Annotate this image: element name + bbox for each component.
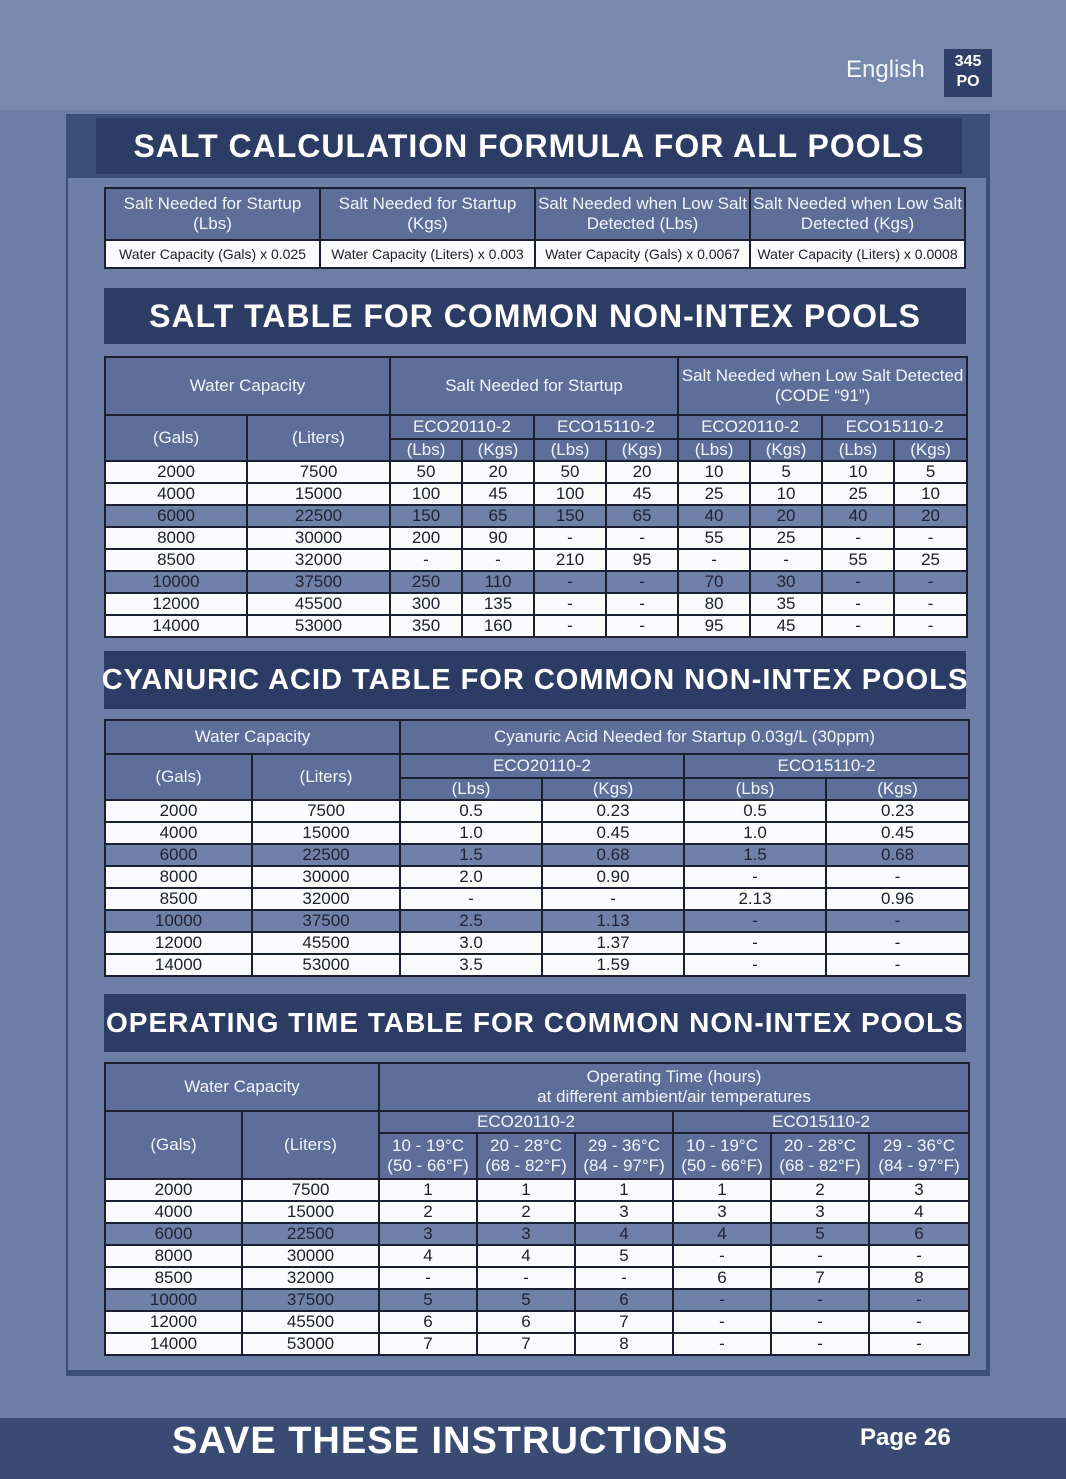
table-cell: 100 <box>534 483 606 505</box>
table-cell: 14000 <box>105 1333 242 1355</box>
table-cell: 4 <box>869 1201 969 1223</box>
table-cell: 4 <box>477 1245 575 1267</box>
model-header: ECO15110-2 <box>673 1111 969 1133</box>
table-row <box>105 932 969 954</box>
table-row <box>105 483 967 505</box>
table-cell: 10000 <box>105 1289 242 1311</box>
table-cell: - <box>869 1311 969 1333</box>
operating-time-table-body <box>105 1179 969 1355</box>
formula-header: Salt Needed when Low Salt Detected (Kgs) <box>750 188 965 240</box>
table-cell: 300 <box>390 593 462 615</box>
temp-celsius: 20 - 28°C <box>784 1136 857 1155</box>
temp-range-header <box>477 1133 575 1179</box>
table-cell: 32000 <box>247 549 390 571</box>
table-cell: 2000 <box>105 800 252 822</box>
table-cell: 22500 <box>247 505 390 527</box>
table-cell: 5 <box>575 1245 673 1267</box>
table-cell: - <box>750 549 822 571</box>
unit-header: (Kgs) <box>606 439 678 461</box>
table-cell: 2 <box>477 1201 575 1223</box>
table-row <box>105 505 967 527</box>
table-row <box>105 1223 969 1245</box>
table-cell: 5 <box>750 461 822 483</box>
table-cell: 8 <box>575 1333 673 1355</box>
gals-header: (Gals) <box>105 754 252 800</box>
table-cell: 7 <box>379 1333 477 1355</box>
salt-table-body <box>105 461 967 637</box>
table-row <box>105 888 969 910</box>
table-cell: - <box>400 888 542 910</box>
model-header: ECO15110-2 <box>534 415 678 439</box>
temp-celsius: 29 - 36°C <box>883 1136 956 1155</box>
temp-celsius: 10 - 19°C <box>392 1136 465 1155</box>
table-cell: 7500 <box>252 800 400 822</box>
table-row <box>105 593 967 615</box>
table-cell: 8 <box>869 1267 969 1289</box>
table-cell: 50 <box>534 461 606 483</box>
table-cell: 2.0 <box>400 866 542 888</box>
table-row <box>105 844 969 866</box>
formula-cell: Water Capacity (Gals) x 0.0067 <box>535 240 750 268</box>
table-cell: 5 <box>379 1289 477 1311</box>
table-cell: 53000 <box>242 1333 379 1355</box>
table-cell: 20 <box>894 505 967 527</box>
table-cell: 30000 <box>247 527 390 549</box>
table-cell: 1 <box>379 1179 477 1201</box>
liters-header: (Liters) <box>252 754 400 800</box>
operating-time-header <box>379 1063 969 1111</box>
model-code-badge <box>944 49 992 97</box>
table-cell: - <box>534 615 606 637</box>
table-cell: - <box>606 571 678 593</box>
table-cell: - <box>826 910 969 932</box>
table-cell: 0.45 <box>826 822 969 844</box>
formula-cell: Water Capacity (Liters) x 0.0008 <box>750 240 965 268</box>
model-header: ECO20110-2 <box>400 754 684 778</box>
table-cell: 10 <box>822 461 894 483</box>
table-cell: 45500 <box>252 932 400 954</box>
table-cell: - <box>822 571 894 593</box>
table-cell: 1 <box>575 1179 673 1201</box>
table-cell: 7 <box>575 1311 673 1333</box>
table-cell: 2 <box>771 1179 869 1201</box>
table-cell: 2.5 <box>400 910 542 932</box>
table-cell: - <box>869 1333 969 1355</box>
table-cell: - <box>673 1245 771 1267</box>
temp-range-header <box>379 1133 477 1179</box>
table-row <box>105 910 969 932</box>
table-cell: 30 <box>750 571 822 593</box>
table-cell: 6 <box>477 1311 575 1333</box>
unit-header: (Lbs) <box>684 778 826 800</box>
table-cell: 1.13 <box>542 910 684 932</box>
table-cell: 160 <box>462 615 534 637</box>
table-cell: 45500 <box>242 1311 379 1333</box>
unit-header: (Lbs) <box>390 439 462 461</box>
table-cell: 40 <box>678 505 750 527</box>
operating-time-table <box>104 1062 970 1356</box>
unit-header: (Kgs) <box>542 778 684 800</box>
table-cell: 350 <box>390 615 462 637</box>
table-cell: 6000 <box>105 844 252 866</box>
table-cell: 3 <box>575 1201 673 1223</box>
table-cell: - <box>894 527 967 549</box>
liters-header: (Liters) <box>242 1111 379 1179</box>
table-cell: 65 <box>606 505 678 527</box>
table-row <box>105 1201 969 1223</box>
table-cell: 25 <box>822 483 894 505</box>
table-cell: 0.5 <box>400 800 542 822</box>
table-cell: 100 <box>390 483 462 505</box>
temp-fahrenheit: (68 - 82°F) <box>485 1156 567 1175</box>
table-cell: 0.23 <box>826 800 969 822</box>
table-cell: 10 <box>678 461 750 483</box>
table-cell: - <box>822 527 894 549</box>
table-row <box>105 615 967 637</box>
table-cell: 1.0 <box>684 822 826 844</box>
model-header: ECO20110-2 <box>390 415 534 439</box>
table-cell: 8000 <box>105 866 252 888</box>
table-cell: - <box>673 1333 771 1355</box>
unit-header: (Kgs) <box>462 439 534 461</box>
table-cell: 12000 <box>105 932 252 954</box>
table-cell: 1.5 <box>400 844 542 866</box>
table-cell: - <box>684 954 826 976</box>
table-cell: 10 <box>894 483 967 505</box>
temp-fahrenheit: (50 - 66°F) <box>681 1156 763 1175</box>
table-row <box>105 1267 969 1289</box>
formula-header: Salt Needed for Startup (Kgs) <box>320 188 535 240</box>
cyanuric-table-title: CYANURIC ACID TABLE FOR COMMON NON-INTEX POOLS <box>104 651 966 709</box>
top-bar <box>0 0 1066 110</box>
formula-header: Salt Needed for Startup (Lbs) <box>105 188 320 240</box>
table-cell: 35 <box>750 593 822 615</box>
table-cell: 14000 <box>105 615 247 637</box>
table-cell: 0.96 <box>826 888 969 910</box>
table-cell: 6 <box>379 1311 477 1333</box>
table-cell: - <box>684 910 826 932</box>
table-cell: 15000 <box>242 1201 379 1223</box>
table-row <box>105 1289 969 1311</box>
model-header: ECO20110-2 <box>379 1111 673 1133</box>
temp-celsius: 29 - 36°C <box>588 1136 661 1155</box>
table-cell: 65 <box>462 505 534 527</box>
model-code-number: 345 <box>954 53 982 70</box>
table-cell: 4000 <box>105 483 247 505</box>
table-row <box>105 866 969 888</box>
cyanuric-needed-header: Cyanuric Acid Needed for Startup 0.03g/L (30ppm) <box>400 720 969 754</box>
table-cell: 45 <box>462 483 534 505</box>
table-row <box>105 1311 969 1333</box>
table-cell: 135 <box>462 593 534 615</box>
salt-formula-title: SALT CALCULATION FORMULA FOR ALL POOLS <box>96 118 962 174</box>
table-cell: 10000 <box>105 910 252 932</box>
table-cell: 0.90 <box>542 866 684 888</box>
table-cell: 8000 <box>105 1245 242 1267</box>
model-header: ECO15110-2 <box>684 754 969 778</box>
table-cell: - <box>462 549 534 571</box>
table-row <box>105 1179 969 1201</box>
cyanuric-table-body <box>105 800 969 976</box>
table-cell: - <box>379 1267 477 1289</box>
table-cell: 0.45 <box>542 822 684 844</box>
page-number: Page 26 <box>860 1424 951 1451</box>
table-cell: 200 <box>390 527 462 549</box>
salt-low-header: Salt Needed when Low Salt Detected (CODE “91”) <box>678 357 967 415</box>
table-cell: - <box>534 593 606 615</box>
table-cell: 12000 <box>105 593 247 615</box>
table-cell: - <box>894 615 967 637</box>
salt-table-title: SALT TABLE FOR COMMON NON-INTEX POOLS <box>104 288 966 344</box>
unit-header: (Lbs) <box>534 439 606 461</box>
cyanuric-table <box>104 719 970 977</box>
table-cell: 0.68 <box>542 844 684 866</box>
table-cell: - <box>684 866 826 888</box>
table-cell: 250 <box>390 571 462 593</box>
table-cell: 8500 <box>105 549 247 571</box>
unit-header: (Lbs) <box>822 439 894 461</box>
gals-header: (Gals) <box>105 1111 242 1179</box>
table-cell: 53000 <box>247 615 390 637</box>
table-cell: 3 <box>477 1223 575 1245</box>
table-cell: 0.23 <box>542 800 684 822</box>
temp-range-header <box>771 1133 869 1179</box>
table-cell: 2000 <box>105 461 247 483</box>
temp-range-header <box>869 1133 969 1179</box>
table-row <box>105 461 967 483</box>
table-cell: 3 <box>869 1179 969 1201</box>
table-cell: 95 <box>678 615 750 637</box>
table-cell: 20 <box>750 505 822 527</box>
unit-header: (Kgs) <box>826 778 969 800</box>
table-cell: 45 <box>606 483 678 505</box>
water-capacity-header: Water Capacity <box>105 357 390 415</box>
formula-cell: Water Capacity (Liters) x 0.003 <box>320 240 535 268</box>
table-cell: 1 <box>477 1179 575 1201</box>
table-cell: - <box>534 527 606 549</box>
table-cell: - <box>606 615 678 637</box>
table-cell: - <box>477 1267 575 1289</box>
table-cell: 90 <box>462 527 534 549</box>
table-cell: 4000 <box>105 822 252 844</box>
water-capacity-header: Water Capacity <box>105 720 400 754</box>
table-cell: 30000 <box>252 866 400 888</box>
table-cell: 6 <box>869 1223 969 1245</box>
table-cell: 150 <box>390 505 462 527</box>
table-cell: 6 <box>673 1267 771 1289</box>
table-cell: - <box>575 1267 673 1289</box>
table-cell: - <box>673 1311 771 1333</box>
table-cell: - <box>826 954 969 976</box>
table-cell: - <box>869 1289 969 1311</box>
table-cell: - <box>771 1311 869 1333</box>
table-cell: 25 <box>750 527 822 549</box>
table-cell: 210 <box>534 549 606 571</box>
table-cell: 5 <box>771 1223 869 1245</box>
table-cell: 6 <box>575 1289 673 1311</box>
salt-table <box>104 356 968 638</box>
temp-range-header <box>575 1133 673 1179</box>
table-cell: - <box>673 1289 771 1311</box>
table-cell: - <box>822 593 894 615</box>
table-cell: 7500 <box>247 461 390 483</box>
table-cell: - <box>894 571 967 593</box>
table-cell: 4 <box>379 1245 477 1267</box>
table-cell: 2000 <box>105 1179 242 1201</box>
table-cell: 95 <box>606 549 678 571</box>
table-cell: 8500 <box>105 888 252 910</box>
table-cell: 80 <box>678 593 750 615</box>
table-cell: 110 <box>462 571 534 593</box>
operating-time-header-line2: at different ambient/air temperatures <box>537 1087 811 1106</box>
unit-header: (Kgs) <box>894 439 967 461</box>
table-cell: 12000 <box>105 1311 242 1333</box>
table-cell: 37500 <box>247 571 390 593</box>
table-cell: 7500 <box>242 1179 379 1201</box>
table-cell: 0.68 <box>826 844 969 866</box>
table-cell: 7 <box>477 1333 575 1355</box>
table-cell: 40 <box>822 505 894 527</box>
table-cell: - <box>771 1245 869 1267</box>
table-cell: - <box>822 615 894 637</box>
temp-range-header <box>673 1133 771 1179</box>
table-cell: 53000 <box>252 954 400 976</box>
table-cell: 22500 <box>242 1223 379 1245</box>
table-row <box>105 1245 969 1267</box>
table-cell: 1.59 <box>542 954 684 976</box>
table-cell: 4 <box>575 1223 673 1245</box>
table-row <box>105 1333 969 1355</box>
table-cell: 5 <box>894 461 967 483</box>
operating-time-table-title: OPERATING TIME TABLE FOR COMMON NON-INTEX POOLS <box>104 994 966 1052</box>
table-cell: 55 <box>678 527 750 549</box>
table-row <box>105 954 969 976</box>
salt-startup-header: Salt Needed for Startup <box>390 357 678 415</box>
table-cell: 70 <box>678 571 750 593</box>
table-cell: 25 <box>894 549 967 571</box>
model-header: ECO15110-2 <box>822 415 967 439</box>
salt-formula-table <box>104 187 966 269</box>
table-cell: 3.0 <box>400 932 542 954</box>
temp-celsius: 10 - 19°C <box>686 1136 759 1155</box>
liters-header: (Liters) <box>247 415 390 461</box>
table-cell: 6000 <box>105 505 247 527</box>
table-cell: - <box>869 1245 969 1267</box>
table-cell: - <box>390 549 462 571</box>
table-cell: 8000 <box>105 527 247 549</box>
table-row <box>105 822 969 844</box>
table-cell: - <box>894 593 967 615</box>
table-cell: - <box>684 932 826 954</box>
table-cell: 2.13 <box>684 888 826 910</box>
table-cell: 3.5 <box>400 954 542 976</box>
table-cell: 15000 <box>247 483 390 505</box>
table-cell: - <box>542 888 684 910</box>
table-row <box>105 571 967 593</box>
temp-celsius: 20 - 28°C <box>490 1136 563 1155</box>
table-cell: 10000 <box>105 571 247 593</box>
table-cell: 8500 <box>105 1267 242 1289</box>
table-cell: 0.5 <box>684 800 826 822</box>
table-cell: 5 <box>477 1289 575 1311</box>
table-cell: 22500 <box>252 844 400 866</box>
table-cell: 32000 <box>252 888 400 910</box>
table-cell: 3 <box>379 1223 477 1245</box>
table-cell: 45 <box>750 615 822 637</box>
table-cell: 20 <box>606 461 678 483</box>
table-cell: - <box>771 1289 869 1311</box>
table-cell: 7 <box>771 1267 869 1289</box>
gals-header: (Gals) <box>105 415 247 461</box>
table-cell: 20 <box>462 461 534 483</box>
table-cell: 1.5 <box>684 844 826 866</box>
table-row <box>105 549 967 571</box>
table-cell: 150 <box>534 505 606 527</box>
table-cell: 3 <box>673 1201 771 1223</box>
water-capacity-header: Water Capacity <box>105 1063 379 1111</box>
footer-title: SAVE THESE INSTRUCTIONS <box>172 1420 729 1462</box>
table-cell: 32000 <box>242 1267 379 1289</box>
table-cell: 55 <box>822 549 894 571</box>
temp-fahrenheit: (84 - 97°F) <box>583 1156 665 1175</box>
temp-fahrenheit: (68 - 82°F) <box>779 1156 861 1175</box>
table-cell: 15000 <box>252 822 400 844</box>
language-label: English <box>846 56 925 83</box>
table-cell: 3 <box>771 1201 869 1223</box>
model-code-suffix: PO <box>956 73 980 90</box>
model-header: ECO20110-2 <box>678 415 822 439</box>
table-cell: - <box>606 527 678 549</box>
table-cell: 37500 <box>242 1289 379 1311</box>
temp-fahrenheit: (84 - 97°F) <box>878 1156 960 1175</box>
table-row <box>105 527 967 549</box>
table-cell: 1.37 <box>542 932 684 954</box>
formula-header: Salt Needed when Low Salt Detected (Lbs) <box>535 188 750 240</box>
table-cell: 45500 <box>247 593 390 615</box>
table-cell: - <box>534 571 606 593</box>
table-cell: 25 <box>678 483 750 505</box>
unit-header: (Kgs) <box>750 439 822 461</box>
table-cell: 4000 <box>105 1201 242 1223</box>
table-cell: 1.0 <box>400 822 542 844</box>
operating-time-header-line1: Operating Time (hours) <box>586 1067 762 1086</box>
table-cell: 1 <box>673 1179 771 1201</box>
unit-header: (Lbs) <box>678 439 750 461</box>
table-cell: 30000 <box>242 1245 379 1267</box>
formula-cell: Water Capacity (Gals) x 0.025 <box>105 240 320 268</box>
table-cell: 6000 <box>105 1223 242 1245</box>
table-cell: 50 <box>390 461 462 483</box>
table-cell: 10 <box>750 483 822 505</box>
table-cell: - <box>678 549 750 571</box>
table-cell: 2 <box>379 1201 477 1223</box>
unit-header: (Lbs) <box>400 778 542 800</box>
table-cell: - <box>826 932 969 954</box>
table-cell: - <box>606 593 678 615</box>
table-cell: 4 <box>673 1223 771 1245</box>
table-cell: - <box>771 1333 869 1355</box>
table-cell: 37500 <box>252 910 400 932</box>
table-cell: 14000 <box>105 954 252 976</box>
table-cell: - <box>826 866 969 888</box>
temp-fahrenheit: (50 - 66°F) <box>387 1156 469 1175</box>
table-row <box>105 800 969 822</box>
